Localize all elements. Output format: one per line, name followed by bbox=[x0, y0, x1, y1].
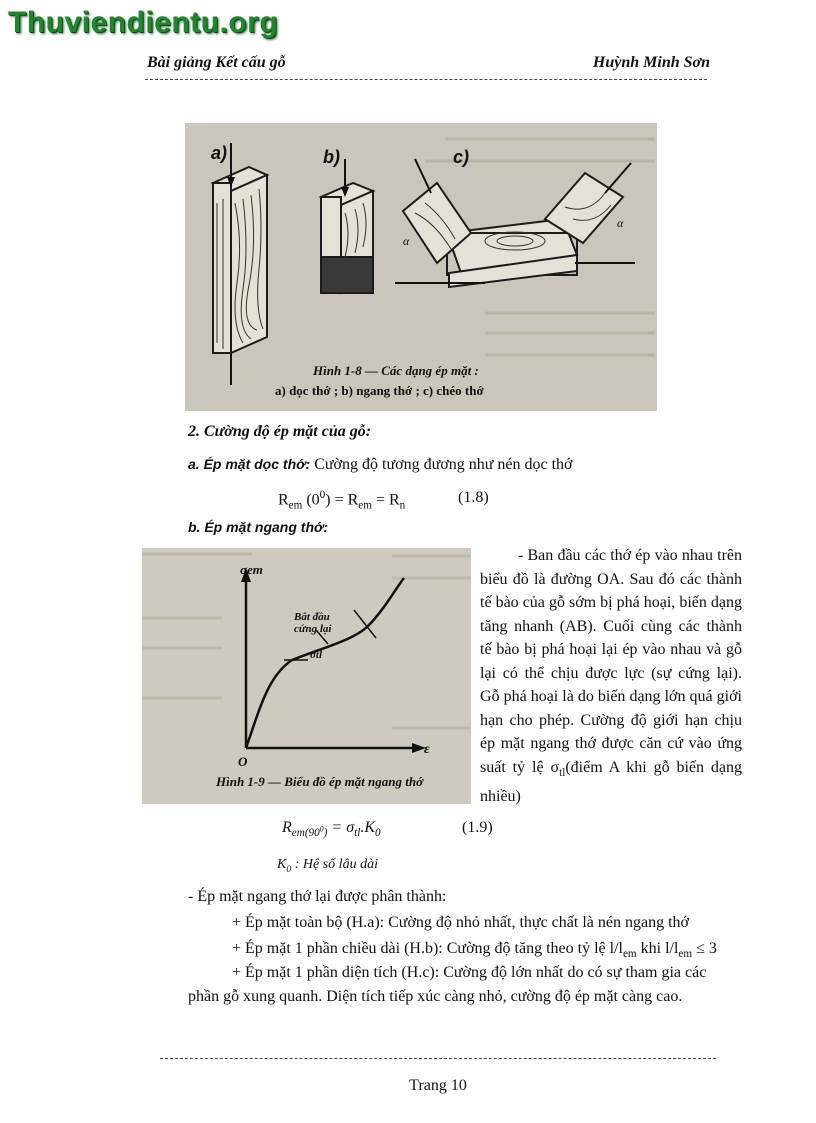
note-text: : Hệ số lâu dài bbox=[291, 857, 378, 872]
figure1-label-c: c) bbox=[453, 147, 470, 167]
figure2-x-label: ε bbox=[424, 742, 430, 757]
formula-1-9-number: (1.9) bbox=[462, 819, 493, 836]
header-divider bbox=[145, 79, 707, 80]
note-k: K bbox=[277, 857, 287, 872]
formula18-eq: = R bbox=[371, 491, 400, 509]
formula19-k: .K bbox=[360, 819, 375, 836]
figure2-caption: Hình 1-9 — Biểu đồ ép mặt ngang thớ bbox=[216, 774, 424, 789]
formula18-r: R bbox=[278, 491, 289, 509]
formula19-sub-sup: 0 bbox=[319, 824, 324, 834]
svg-text:α: α bbox=[403, 234, 410, 248]
section-title: 2. Cường độ ép mặt của gỗ: bbox=[188, 423, 372, 440]
formula19-eq: = σ bbox=[327, 819, 355, 836]
site-logo[interactable]: Thuviendientu.org bbox=[8, 6, 279, 39]
formula-1-9 bbox=[282, 819, 381, 839]
header-course-title: Bài giảng Kết cấu gỗ bbox=[147, 54, 286, 71]
svg-text:α: α bbox=[617, 216, 624, 230]
figure1-label-b: b) bbox=[323, 147, 340, 167]
formula19-sub-tl: tl bbox=[354, 827, 361, 840]
para-b-text: - Ban đầu các thớ ép vào nhau trên biểu đồ là đường OA. Sau đó các thành tế bào của gỗ sớm bị phá hoại, biến dạng tăng nhanh (AB). Cuối cùng các thành tế bào bị phá hoại lại ép vào nhau và gỗ lại có thể chịu được lực (sự cứng lại). Gỗ phá hoại là do biến dạng lớn quá giới hạn cho phép. Cường độ giới hạn chịu ép mặt ngang thớ được căn cứ vào ứng suất tỷ lệ bbox=[480, 547, 742, 776]
sub-a-line bbox=[188, 451, 572, 478]
figure1-caption-line1: Hình 1-8 — Các dạng ép mặt : bbox=[313, 363, 479, 378]
list-item-2-a: + Ép mặt 1 phần chiều dài (H.b): Cường độ tăng theo tỷ lệ l/l bbox=[232, 940, 623, 957]
figure2-origin: O bbox=[238, 754, 248, 769]
paragraph-bearing-explanation bbox=[480, 544, 742, 809]
formula18-close: ) = R bbox=[325, 491, 359, 509]
formula19-k-sub: 0 bbox=[374, 827, 381, 840]
formula-1-8 bbox=[278, 489, 405, 512]
header-author: Huỳnh Minh Sơn bbox=[592, 54, 710, 71]
sub-b-label: b. Ép mặt ngang thớ: bbox=[188, 519, 329, 535]
formula18-open: (0 bbox=[302, 491, 320, 509]
para-b-end: (điểm A khi gỗ biến dạng nhiều) bbox=[480, 758, 743, 806]
figure2-y-label: σem bbox=[240, 562, 263, 577]
figure1-caption-line2: a) dọc thớ ; b) ngang thớ ; c) chéo thớ bbox=[275, 383, 484, 398]
figure2-annotation-2: cứng lại bbox=[294, 623, 332, 635]
formula19-sub-close: ) bbox=[323, 827, 328, 840]
formula19-r: R bbox=[282, 819, 292, 836]
para-b-sigma: σ bbox=[550, 758, 560, 776]
list-item-1: + Ép mặt toàn bộ (H.a): Cường độ nhỏ nhất, thực chất là nén ngang thớ bbox=[232, 914, 689, 931]
figure-bearing-diagram bbox=[142, 548, 471, 804]
list-item-3-line1: + Ép mặt 1 phần diện tích (H.c): Cường độ lớn nhất do có sự tham gia các bbox=[232, 964, 707, 981]
figure2-point-label: σtl bbox=[310, 649, 323, 661]
figure2-annotation-1: Bắt đầu bbox=[294, 611, 330, 623]
formula18-sub-em: em bbox=[288, 499, 303, 512]
figure-bearing-types-drawing bbox=[185, 123, 657, 411]
figure-bearing-diagram-drawing bbox=[142, 548, 471, 804]
list-item-2-sub2: em bbox=[678, 948, 693, 961]
footer-divider bbox=[160, 1058, 716, 1059]
figure1-label-a: a) bbox=[211, 143, 228, 163]
formula18-sub-em2: em bbox=[358, 499, 372, 512]
note-k0 bbox=[277, 857, 378, 875]
formula18-sub-n: n bbox=[399, 499, 406, 512]
page-number: Trang 10 bbox=[409, 1077, 467, 1094]
formula-1-8-number: (1.8) bbox=[458, 489, 489, 506]
formula19-sub bbox=[291, 824, 328, 840]
figure-bearing-types bbox=[185, 123, 657, 411]
formula18-sup: 0 bbox=[319, 489, 326, 501]
para-b-sigma-sub: tl bbox=[559, 766, 566, 779]
sub-a-label: a. Ép mặt dọc thớ: bbox=[188, 456, 311, 472]
formula19-sub-text: em(90 bbox=[291, 827, 320, 840]
sub-a-text: Cường độ tương đương như nén dọc thớ bbox=[314, 456, 573, 473]
list-item-2-b: khi l/l bbox=[636, 940, 679, 957]
list-item-2-c: ≤ 3 bbox=[692, 940, 717, 957]
list-item-3-line2: phần gỗ xung quanh. Diện tích tiếp xúc càng nhỏ, cường độ ép mặt càng cao. bbox=[188, 988, 683, 1005]
list-item-2-sub1: em bbox=[622, 948, 637, 961]
note-k-sub: 0 bbox=[286, 863, 292, 875]
list-intro: - Ép mặt ngang thớ lại được phân thành: bbox=[188, 888, 447, 905]
